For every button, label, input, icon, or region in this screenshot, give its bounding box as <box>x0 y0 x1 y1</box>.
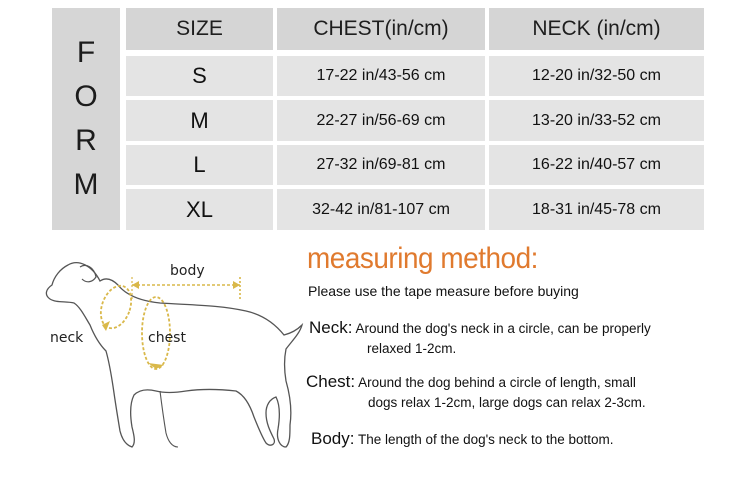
header-chest: CHEST(in/cm) <box>277 8 485 50</box>
size-value: L <box>126 145 273 185</box>
dog-measurement-diagram <box>40 255 305 460</box>
neck-value: 13-20 in/33-52 cm <box>489 100 704 141</box>
chest-value: 17-22 in/43-56 cm <box>277 56 485 96</box>
neck-value: 16-22 in/40-57 cm <box>489 145 704 185</box>
chest-value: 22-27 in/56-69 cm <box>277 100 485 141</box>
method-text: Around the dog's neck in a circle, can be properly <box>355 321 651 336</box>
header-neck: NECK (in/cm) <box>489 8 704 50</box>
form-label-cell <box>52 8 120 230</box>
chest-value: 27-32 in/69-81 cm <box>277 145 485 185</box>
method-key: Body: <box>311 429 355 448</box>
method-title: measuring method: <box>307 242 538 275</box>
chest-label: chest <box>148 330 186 346</box>
method-text-cont: relaxed 1-2cm. <box>367 341 457 356</box>
chest-value: 32-42 in/81-107 cm <box>277 189 485 230</box>
form-letter: O <box>74 80 98 113</box>
size-value: M <box>126 100 273 141</box>
form-letter: M <box>73 168 99 201</box>
form-letter: R <box>75 124 97 157</box>
method-item-body <box>311 429 614 450</box>
neck-value: 18-31 in/45-78 cm <box>489 189 704 230</box>
size-value: S <box>126 56 273 96</box>
neck-label: neck <box>50 330 84 346</box>
method-key: Neck: <box>309 318 353 337</box>
dog-outline-icon <box>40 255 305 460</box>
method-item-chest <box>306 372 636 393</box>
size-value: XL <box>126 189 273 230</box>
body-label: body <box>170 263 205 279</box>
neck-value: 12-20 in/32-50 cm <box>489 56 704 96</box>
method-intro: Please use the tape measure before buying <box>308 283 579 299</box>
header-size: SIZE <box>126 8 273 50</box>
method-text-cont: dogs relax 1-2cm, large dogs can relax 2-3cm. <box>368 395 646 410</box>
method-key: Chest: <box>306 372 356 391</box>
form-letter: F <box>76 36 96 69</box>
method-text: Around the dog behind a circle of length, small <box>358 375 636 390</box>
method-item-neck <box>309 318 651 339</box>
method-text: The length of the dog's neck to the bottom. <box>358 432 614 447</box>
